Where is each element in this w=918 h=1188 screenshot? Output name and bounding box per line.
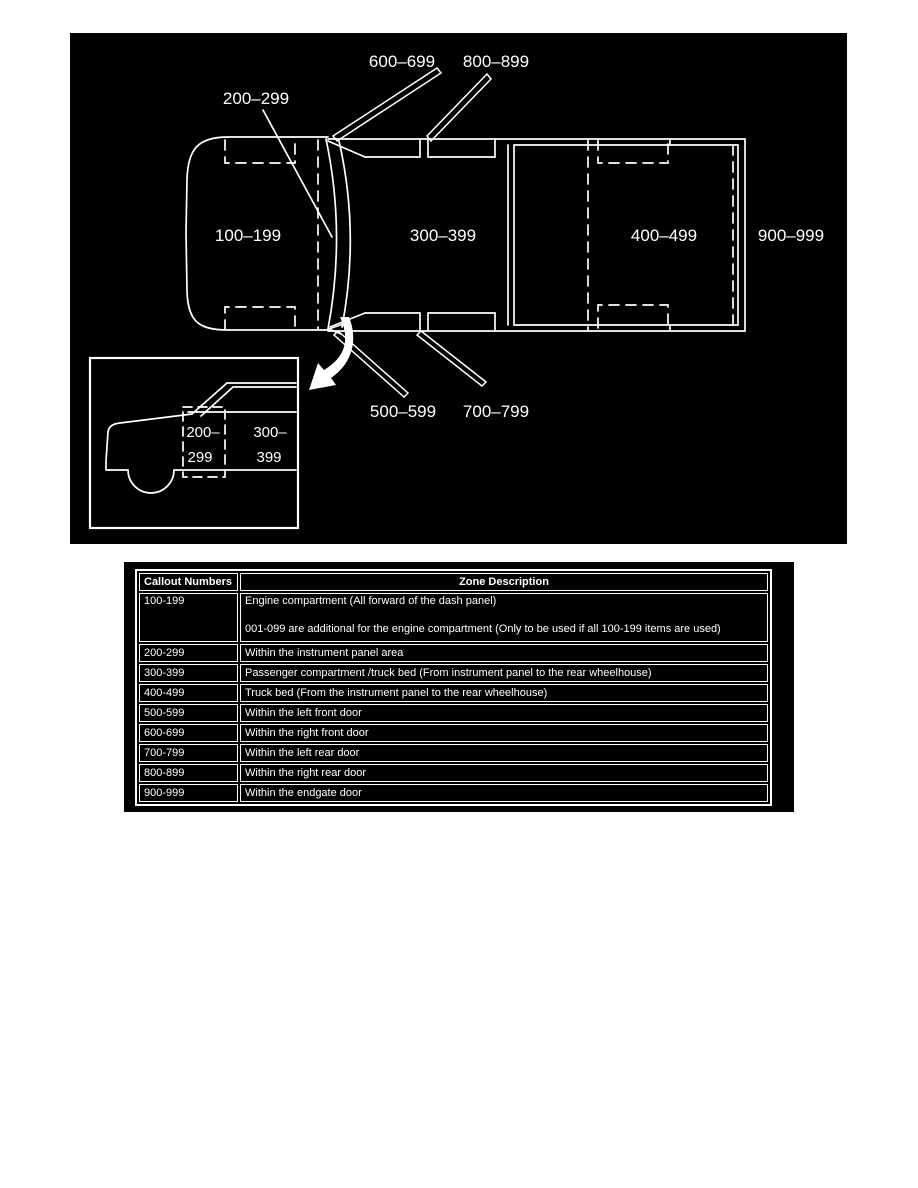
zone-label-400-499: 400–499: [630, 226, 698, 245]
front-wheel-arc: [128, 470, 174, 493]
callout-cell: 800-899: [139, 764, 238, 782]
zone-label-100-199: 100–199: [214, 226, 282, 245]
side-view-inset: [90, 358, 298, 528]
callout-cell: 600-699: [139, 724, 238, 742]
hood-dashed-bracket-bottom: [225, 307, 295, 330]
zone-table-container: [124, 562, 794, 812]
truck-zone-illustration: [70, 33, 847, 544]
table-row: [139, 784, 768, 802]
zone-label-500-599: 500–599: [369, 402, 437, 421]
zone-description-table: [135, 569, 772, 806]
description-cell: Within the instrument panel area: [240, 644, 768, 662]
callout-cell: 200-299: [139, 644, 238, 662]
callout-cell: 500-599: [139, 704, 238, 722]
table-row: [139, 664, 768, 682]
inset-label-299: 299: [187, 449, 213, 466]
zone-label-600-699: 600–699: [368, 52, 436, 71]
callout-numbers-header: Callout Numbers: [139, 573, 238, 591]
description-line-1: Engine compartment (All forward of the dash panel): [245, 595, 497, 607]
description-cell: Truck bed (From the instrument panel to the rear wheelhouse): [240, 684, 768, 702]
callout-cell: 300-399: [139, 664, 238, 682]
table-row: [139, 704, 768, 722]
description-line-2: 001-099 are additional for the engine compartment (Only to be used if all 100-199 items are used): [245, 623, 721, 635]
description-cell: Within the left rear door: [240, 744, 768, 762]
truck-bed-outline: [508, 139, 738, 331]
table-row: [139, 593, 768, 642]
right-front-door-flap: [333, 68, 441, 141]
zone-label-200-299: 200–299: [222, 89, 290, 108]
inset-dashed-bracket: [183, 407, 225, 477]
zone-label-900-999: 900–999: [757, 226, 825, 245]
description-cell: Within the left front door: [240, 704, 768, 722]
description-cell: Within the right rear door: [240, 764, 768, 782]
inset-label-300: 300–: [253, 424, 287, 441]
description-cell: [240, 593, 768, 642]
instrument-panel-leader-line: [263, 110, 332, 237]
callout-cell: 700-799: [139, 744, 238, 762]
table-header-row: [139, 573, 768, 591]
right-rear-door-flap: [427, 74, 491, 141]
table-row: [139, 744, 768, 762]
table-row: [139, 684, 768, 702]
left-rear-door-flap: [417, 331, 486, 386]
table-row: [139, 764, 768, 782]
zone-label-700-799: 700–799: [462, 402, 530, 421]
description-cell: Within the right front door: [240, 724, 768, 742]
table-row: [139, 644, 768, 662]
callout-cell: 900-999: [139, 784, 238, 802]
callout-cell: 100-199: [139, 593, 238, 642]
vehicle-zone-diagram: [70, 33, 847, 544]
zone-label-300-399: 300–399: [409, 226, 477, 245]
zone-description-header: Zone Description: [240, 573, 768, 591]
inset-label-200: 200–: [186, 424, 220, 441]
callout-cell: 400-499: [139, 684, 238, 702]
bed-dashed-bracket-top: [598, 140, 668, 163]
windshield-band: [326, 139, 365, 329]
description-cell: Within the endgate door: [240, 784, 768, 802]
description-cell: Passenger compartment /truck bed (From instrument panel to the rear wheelhouse): [240, 664, 768, 682]
zone-label-800-899: 800–899: [462, 52, 530, 71]
table-row: [139, 724, 768, 742]
inset-label-399: 399: [256, 449, 282, 466]
hood-dashed-bracket-top: [225, 140, 295, 163]
